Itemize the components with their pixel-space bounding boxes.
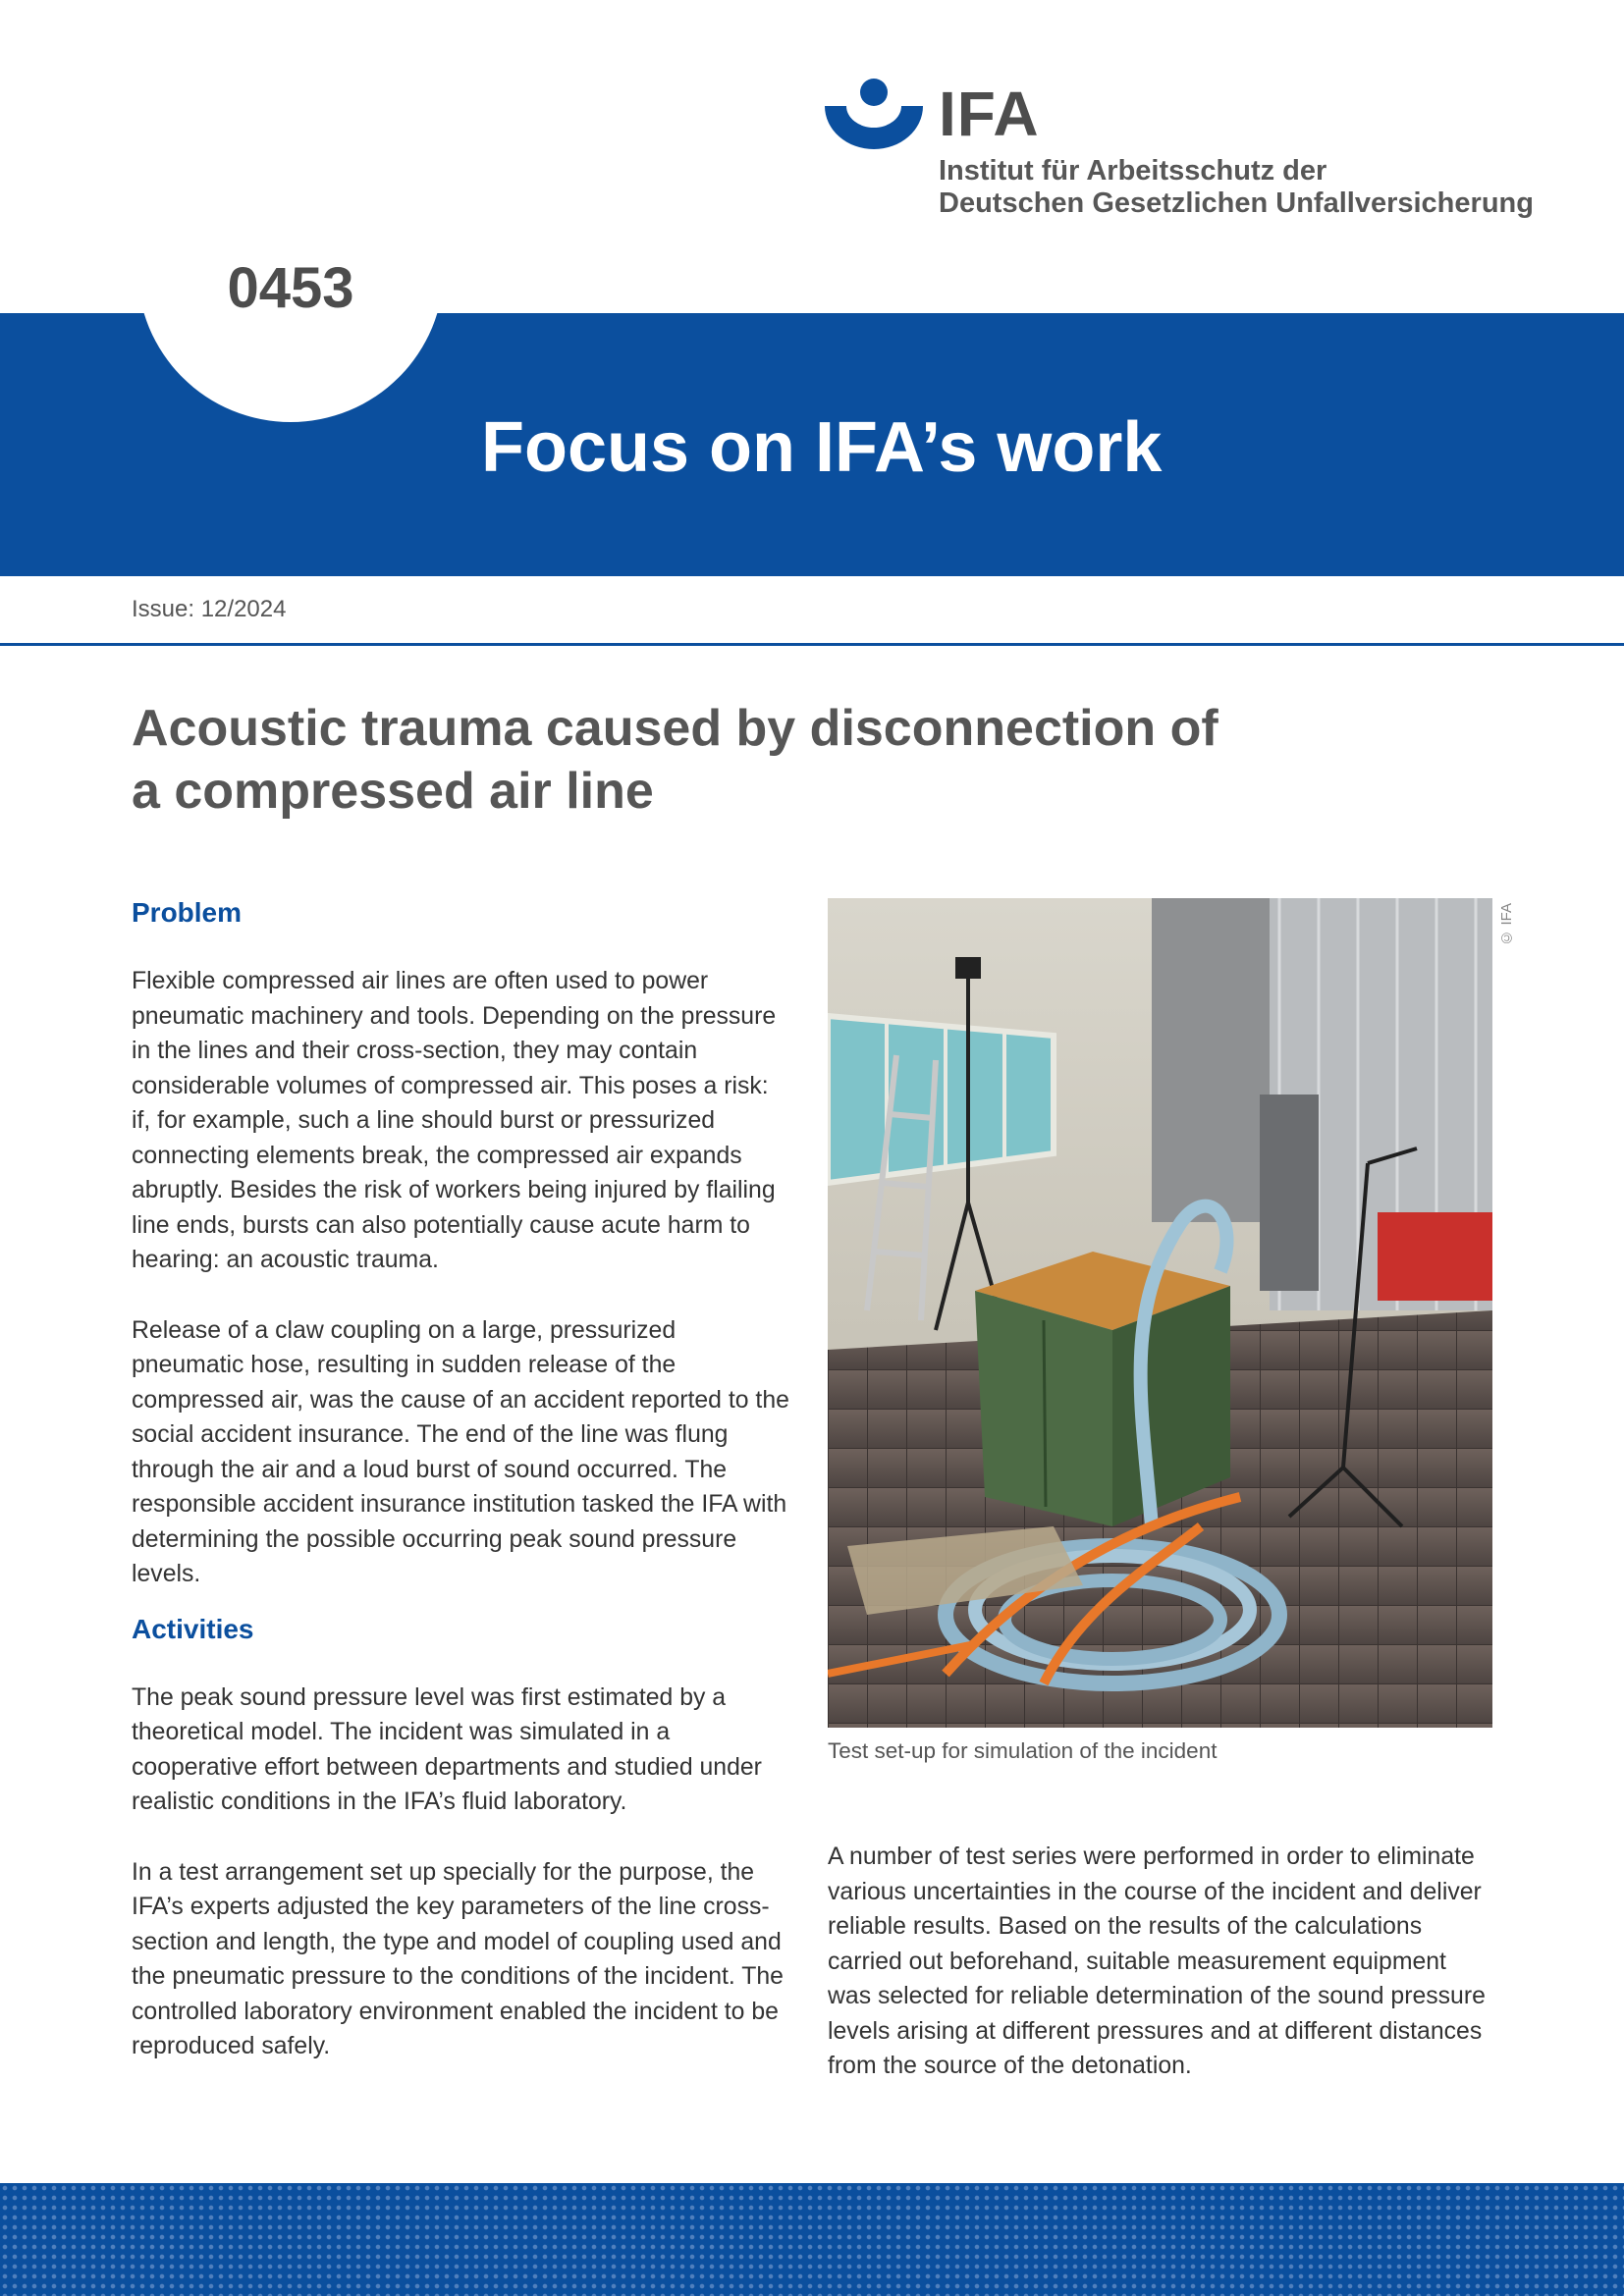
photo-credit: © IFA	[1498, 903, 1515, 946]
photo-caption: Test set-up for simulation of the incident	[828, 1738, 1218, 1763]
problem-paragraph-1: Flexible compressed air lines are often used to power pneumatic machinery and tools. Depending on the pressure in the lines and their cross-section, they may contain considerable volumes of compressed air. This poses a risk: if, for example, such a line should burst or pressurized connecting elements break, the compressed air expands abruptly. Besides the risk of workers being injured by flailing line ends, bursts can also potentially cause acute harm to hearing: an acoustic trauma.	[132, 968, 777, 1273]
document-title	[132, 697, 1310, 823]
issue-date: Issue: 12/2024	[132, 596, 287, 622]
ifa-logo-mark-icon	[825, 79, 923, 152]
right-column	[828, 1840, 1489, 2119]
institute-name	[939, 155, 1534, 220]
activities-heading: Activities	[132, 1613, 254, 1644]
banner-title: Focus on IFA’s work	[481, 408, 1163, 487]
activities-paragraph-1: The peak sound pressure level was first estimated by a theoretical model. The incident was simulated in a cooperative effort between departments and studied under realistic conditions in the IFA’s fluid laboratory.	[132, 1683, 762, 1815]
institute-line-2: Deutschen Gesetzlichen Unfallversicherung	[939, 187, 1534, 219]
title-line-1: Acoustic trauma caused by disconnection of	[132, 700, 1218, 757]
logo-brand: IFA	[939, 79, 1040, 149]
left-column	[132, 895, 793, 2100]
activities-paragraph-3: A number of test series were performed in order to eliminate various uncertainties in the course of the incident and deliver reliable results. Based on the results of the calculations carried out beforehand, suitable measurement equipment was selected for reliable determination of the sound pressure levels arising at different pressures and at different distances from the source of the detonation.	[828, 1843, 1486, 2079]
issue-number: 0453	[227, 256, 354, 320]
title-line-2: a compressed air line	[132, 763, 654, 820]
activities-paragraph-2: In a test arrangement set up specially for the purpose, the IFA’s experts adjusted the key parameters of the line cross-section and length, the type and model of coupling used and the pneumatic pressure to the conditions of the incident. The controlled laboratory environment enabled the incident to be reproduced safely.	[132, 1858, 784, 2059]
institute-line-1: Institut für Arbeitsschutz der	[939, 155, 1327, 187]
header-divider	[0, 643, 1624, 646]
problem-paragraph-2: Release of a claw coupling on a large, pressurized pneumatic hose, resulting in sudden release of the compressed air, was the cause of an accident reported to the social accident insurance. The end of the line was flung through the air and a loud burst of sound occurred. The responsible accident insurance institution tasked the IFA with determining the possible occurring peak sound pressure levels.	[132, 1316, 789, 1587]
lab-photo-illustration	[828, 898, 1492, 1728]
issue-number-badge	[137, 177, 444, 422]
problem-heading: Problem	[132, 897, 243, 928]
footer-dot-pattern	[0, 2183, 1624, 2296]
ifa-logo	[825, 79, 1534, 226]
test-setup-photo	[828, 898, 1492, 1728]
